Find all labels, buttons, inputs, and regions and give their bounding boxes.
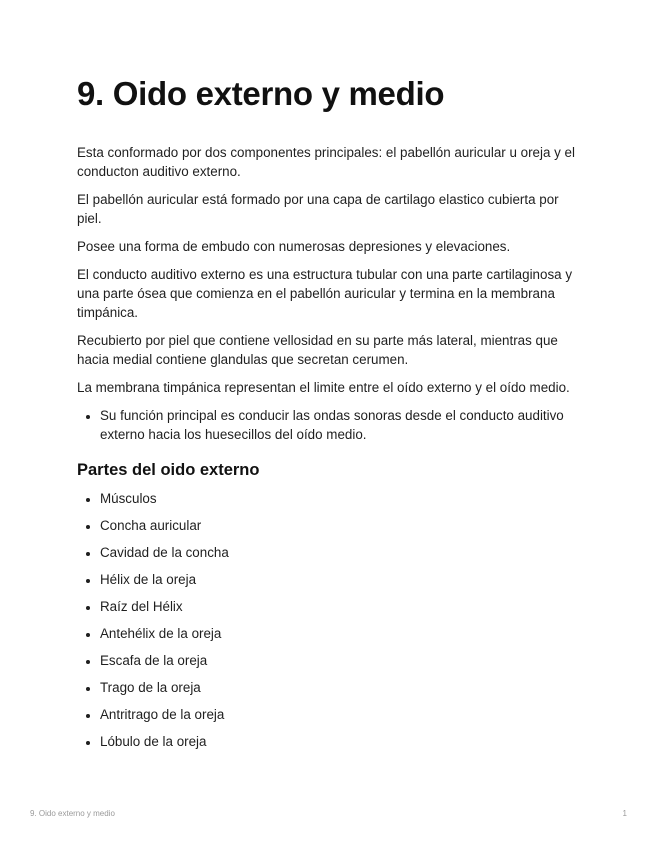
- bullet-item: • Su función principal es conducir las ondas sonoras desde el conducto auditivo externo hacia los huesecillos del oído medio.: [100, 406, 582, 444]
- paragraph: La membrana timpánica representan el limite entre el oído externo y el oído medio.: [77, 380, 570, 395]
- paragraph: Recubierto por piel que contiene vellosidad en su parte más lateral, mientras que hacia medial contiene glandulas que secretan cerumen.: [77, 333, 558, 367]
- page-number: 1: [622, 809, 627, 818]
- document-body: [77, 143, 582, 759]
- footer-title: 9. Oido externo y medio: [30, 809, 115, 818]
- paragraph: Posee una forma de embudo con numerosas depresiones y elevaciones.: [77, 239, 511, 254]
- paragraph: El pabellón auricular está formado por una capa de cartilago elastico cubierta por piel.: [77, 192, 559, 226]
- bullet-list: [77, 406, 582, 444]
- list-item: • Concha auricular: [100, 516, 582, 535]
- list-item: • Cavidad de la concha: [100, 543, 582, 562]
- list-item: • Raíz del Hélix: [100, 597, 582, 616]
- list-item: • Escafa de la oreja: [100, 651, 582, 670]
- list-item: • Trago de la oreja: [100, 678, 582, 697]
- list-item: • Músculos: [100, 489, 582, 508]
- section-heading: Partes del oido externo: [77, 461, 260, 479]
- list-item: • Hélix de la oreja: [100, 570, 582, 589]
- list-item: • Antritrago de la oreja: [100, 705, 582, 724]
- list-item: • Antehélix de la oreja: [100, 624, 582, 643]
- paragraph: El conducto auditivo externo es una estructura tubular con una parte cartilaginosa y una parte ósea que comienza en el pabellón auricular y termina en la membrana timpánica.: [77, 267, 573, 320]
- page-title: 9. Oido externo y medio: [77, 75, 445, 112]
- parts-list: [77, 489, 582, 751]
- list-item: • Lóbulo de la oreja: [100, 732, 582, 751]
- paragraph: Esta conformado por dos componentes principales: el pabellón auricular u oreja y el conducton auditivo externo.: [77, 145, 575, 179]
